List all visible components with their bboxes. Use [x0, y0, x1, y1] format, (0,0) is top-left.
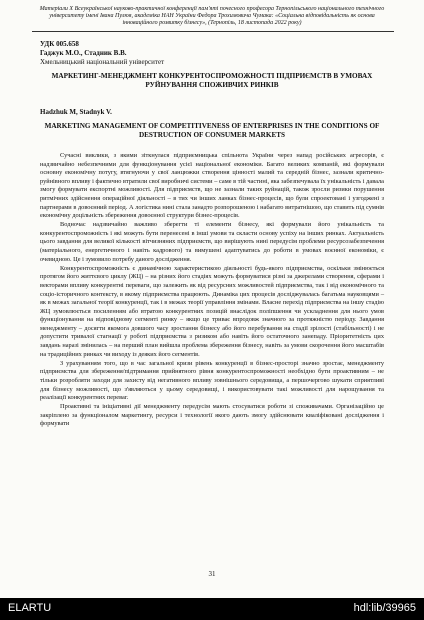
paragraph: Водночас надзвичайно важливо зберегти ті елементи бізнесу, які формували його унікальність та конкурентоспроможність і які можуть бути перенесені в інші умови та скласти основу успіху на інших ринках. Актуальність цього завдання для великої кількості вітчизняних підприємств, що вирішують нині передусім проблеми ресурсозабезпечення (матеріального, енергетичного і навіть кадрового) та вимушені адаптуватись до роботи в умовах воєнної економіки, є очевидною. Це і зумовило потребу даного дослідження. — [40, 221, 384, 263]
footer-bar — [0, 598, 424, 620]
page-number: 31 — [208, 570, 216, 578]
institution: Хмельницький національний університет — [40, 58, 165, 66]
handle-id: hdl:lib/39965 — [353, 602, 416, 614]
repository-name: ELARTU — [8, 602, 52, 614]
header-divider — [32, 31, 394, 32]
paragraph: Конкурентоспроможність є динамічною характеристикою діяльності будь-якого підприємства, оскільки змінюється протягом його життєвого циклу (ЖЦ) – на різних його стадіях можуть формуватися різні за джерелами створення, сферами і векторами впливу конкурентні переваги, що залежить як від ресурсних можливостей підприємства, так і від економічного та соціо-історичного контексту, в якому підприємства працюють. Динаміка цих процесів досліджувалась багатьма науковцями – як в межах загальної теорії конкуренції, так і в межах теорії управління змінами. Власне перехід підприємства на іншу стадію ЖЦ зумовлюється посиленням або втратою конкурентних позицій внаслідок поліпшення чи ускладнення для нього умов функціонування на відповідному сегменті ринку – якщо це триває впродовж значного за протяжністю періоду. Завдання менеджменту – досягти якомога довшого часу зростання бізнесу або його перебування на стадії зрілості (стабільності) і не допустити тривалої стагнації у роботі підприємства з ризиком або навіть його остаточного занепаду. Пріоритетність цих завдань наразі змінилась – на перший план вийшла проблема збереження бізнесу, навіть за умови скорочення його масштабів на традиційних ринках чи виходу із деяких його сегментів. — [40, 264, 384, 358]
authors-en: Hadzhuk M, Stadnyk V. — [40, 108, 112, 116]
authors-ua: Гаджук М.О., Стадник В.В. — [40, 49, 127, 57]
article-body — [40, 152, 384, 430]
title-ua: МАРКЕТИНГ-МЕНЕДЖМЕНТ КОНКУРЕНТОСПРОМОЖНОСТІ ПІДПРИЄМСТВ В УМОВАХ РУЙНУВАННЯ СПОЖИВЧИХ РИНКІВ — [51, 72, 373, 89]
paragraph: Сучасні виклики, з якими зіткнулася підприємницька спільнота України через напад російських агресорів, є надзвичайно небезпечними для функціонування усієї національної економіки. Багато великих компаній, які формували основну економічну потугу, втягнуючи у свої ланцюжки створення цінності малий та середній бізнес, зазнали критично-руйнівного впливу і фактично втратили свої виробничі системи – саме в тій частині, яка забезпечувала їх унікальність і давала змогу формувати експортні можливості. Для підприємств, що не зазнали таких руйнацій, також зросли ризики порушення ритмічних здійснення операційної діяльності – в тих чи інших ланках бізнес-процесів, що були спроектовані і узгоджені з партнерами в довоєнний період. А логістика нині стала занадто розпорошеною і набагато витратнішою, що ставить під сумнів економічну доцільність збереження довоєнної структури бізнес-процесів. — [40, 152, 384, 220]
udk-code: УДК 005.658 — [40, 40, 79, 48]
title-en: MARKETING MANAGEMENT OF COMPETITIVENESS OF ENTERPRISES IN THE CONDITIONS OF DESTRUCTION OF CONSUMER MARKETS — [44, 122, 380, 139]
paragraph: Проактивні та ініціативні дії менеджменту передусім мають стосуватися роботи зі споживачами. Організаційно це закріплено за функціоналом маркетингу, ресурси і технології якого дають змогу здійснювати кваліфіковані дослідження і формувати — [40, 403, 384, 428]
paragraph: З урахуванням того, що в час загальної кризи рівень конкуренції в бізнес-просторі значно зростає, менеджменту підприємства для збереження/підтримання прийнятного рівня конкурентоспроможності необхідно бути проактивним – не тільки розробляти заходи для захисту від негативного впливу зовнішнього середовища, а першочергово шукати сприятливі для бізнесу можливості, що з'являються у цьому середовищі, і використовувати такі можливості для нарощування та реалізації конкурентних переваг. — [40, 359, 384, 402]
conference-header: Матеріали Х Всеукраїнської науково-практичної конференції пам'яті почесного професора Тернопільського національного технічного університету імені Івана Пулюя, академіка НАН України Федора Трохимовича Чумака: «Соціальна відповідальність як основа інноваційного розвитку бізнесу», (Тернопіль, 18 листопада 2022 року) — [39, 6, 385, 26]
